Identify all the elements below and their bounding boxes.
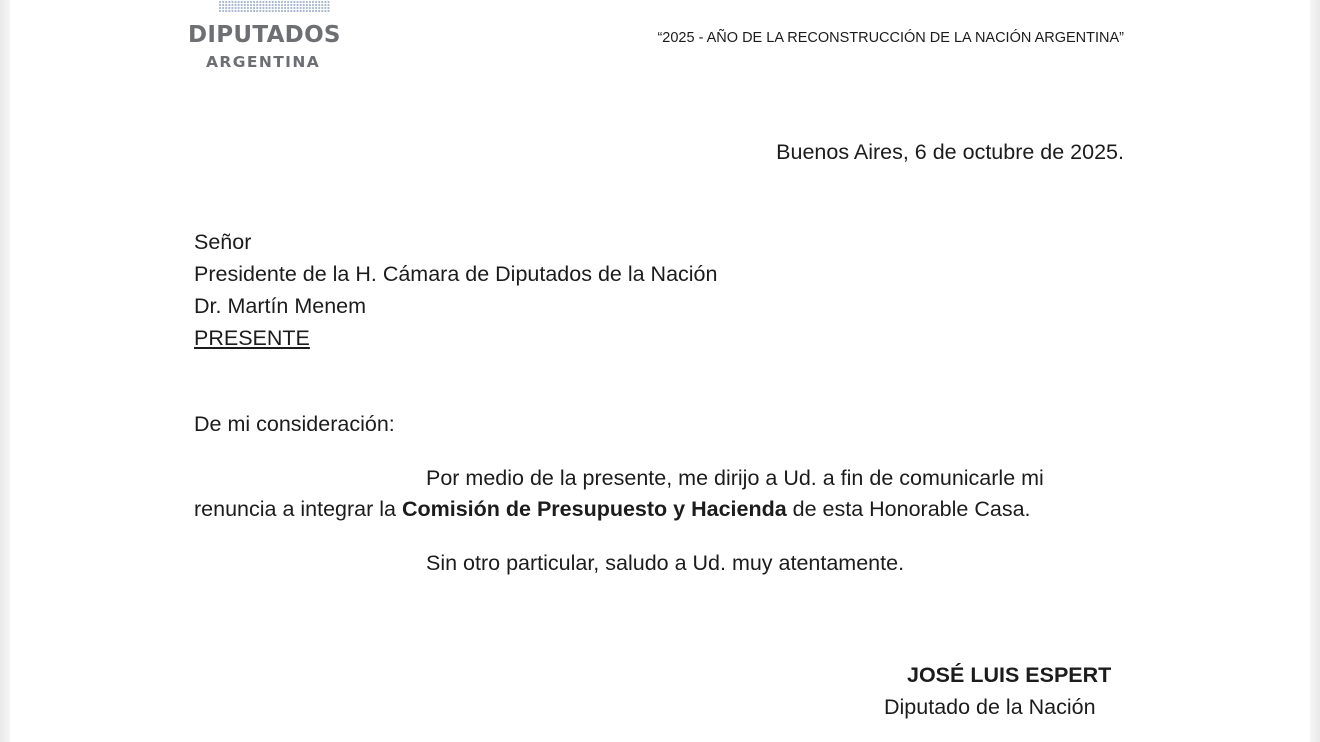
letter-date: Buenos Aires, 6 de octubre de 2025. bbox=[776, 140, 1124, 164]
recipient-presente: PRESENTE bbox=[194, 326, 310, 350]
page-edge-left bbox=[0, 0, 10, 742]
letter-closing: Sin otro particular, saludo a Ud. muy atentamente. bbox=[426, 551, 905, 575]
signature-role: Diputado de la Nación bbox=[884, 695, 1096, 719]
body-line-2-end: de esta Honorable Casa. bbox=[786, 497, 1031, 521]
recipient-salutation: Señor bbox=[194, 230, 252, 254]
body-line-2 bbox=[194, 493, 1031, 525]
letter-greeting: De mi consideración: bbox=[194, 412, 395, 436]
body-line-2-start: renuncia a integrar la bbox=[194, 497, 402, 521]
commission-name: Comisión de Presupuesto y Hacienda bbox=[401, 497, 787, 521]
body-line-1: Por medio de la presente, me dirijo a Ud. a fin de comunicarle mi bbox=[426, 466, 1044, 490]
header-motto: “2025 - AÑO DE LA RECONSTRUCCIÓN DE LA NACIÓN ARGENTINA” bbox=[657, 30, 1124, 46]
letter-page bbox=[10, 0, 1310, 742]
signature-name: JOSÉ LUIS ESPERT bbox=[907, 663, 1112, 687]
page-edge-right bbox=[1310, 0, 1320, 742]
recipient-name: Dr. Martín Menem bbox=[194, 294, 367, 318]
recipient-title: Presidente de la H. Cámara de Diputados de la Nación bbox=[194, 262, 718, 286]
chamber-seats-icon bbox=[218, 0, 330, 14]
logo-title: DIPUTADOS bbox=[188, 22, 341, 48]
logo-subtitle: ARGENTINA bbox=[206, 53, 321, 71]
diputados-logo bbox=[188, 0, 358, 72]
